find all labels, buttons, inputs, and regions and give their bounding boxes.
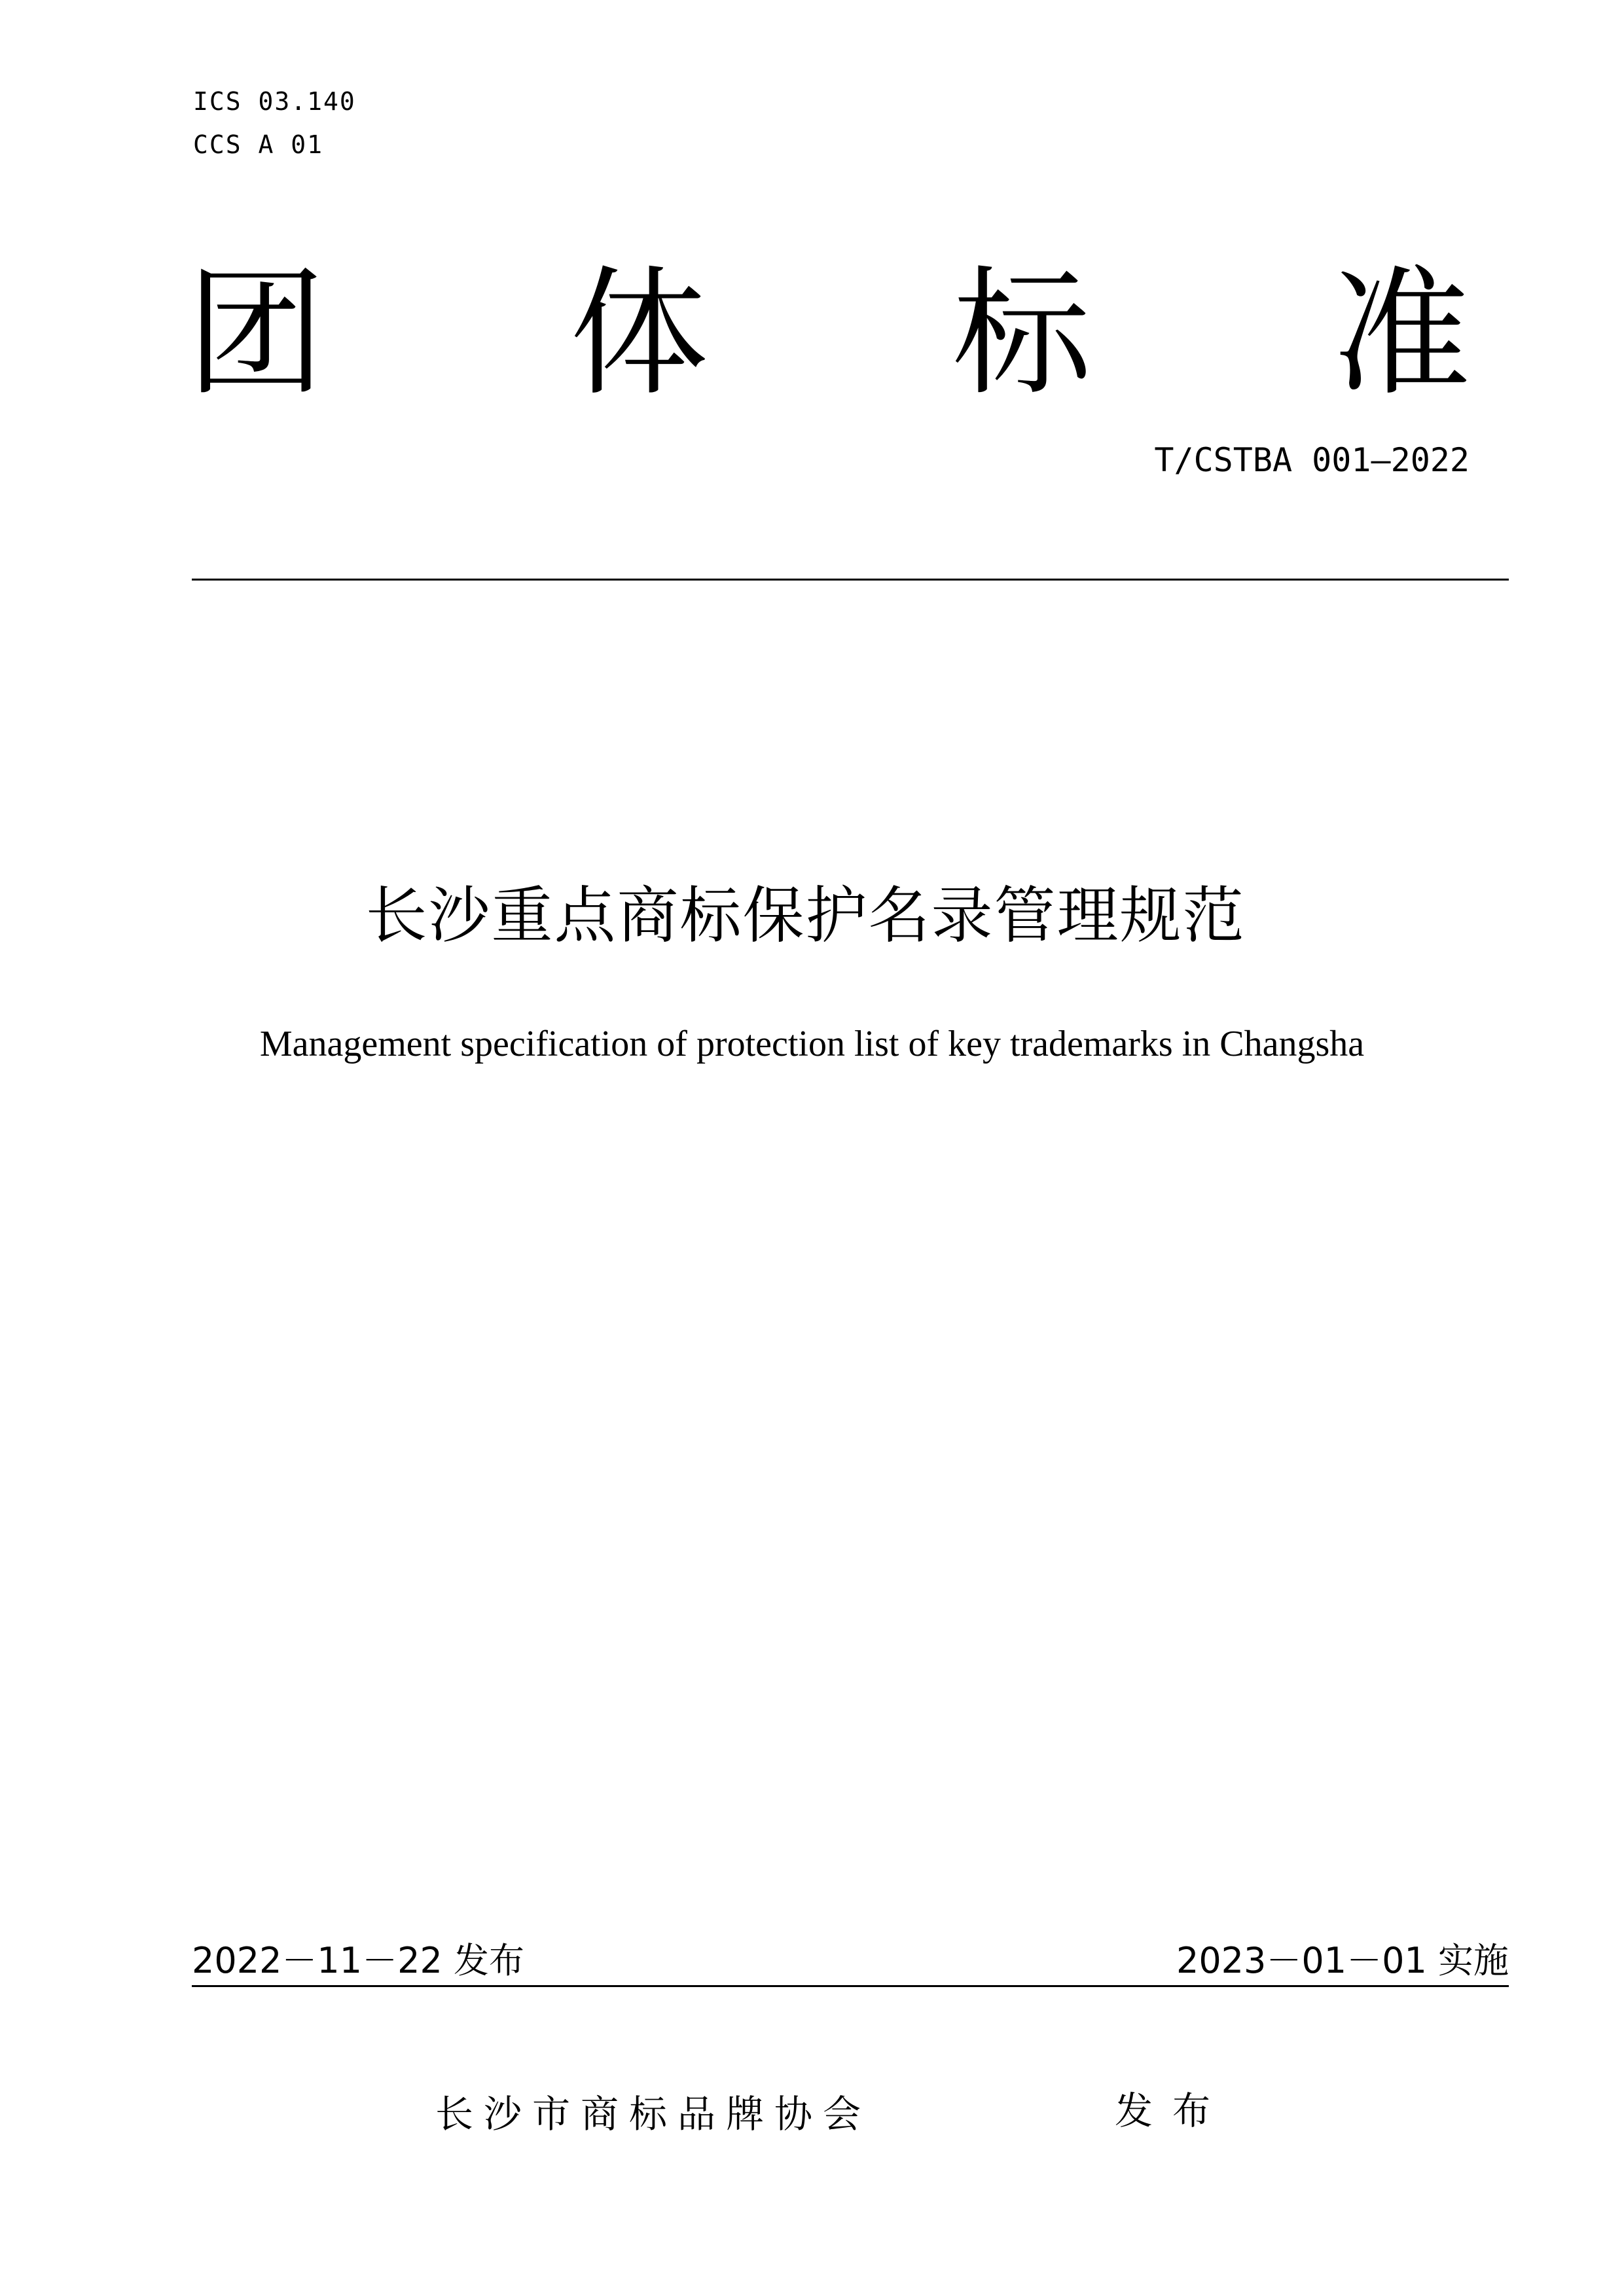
category-title-char-1: 团	[187, 253, 325, 414]
category-title-char-2: 体	[569, 253, 708, 414]
ics-code: ICS 03.140	[193, 87, 356, 116]
category-title-char-3: 标	[952, 253, 1091, 414]
publish-label: 发布	[1115, 2089, 1231, 2133]
ccs-code: CCS A 01	[193, 130, 324, 159]
header-divider	[192, 579, 1509, 581]
english-title: Management specification of protection list of key trademarks in Changsha	[259, 1024, 1365, 1064]
footer-divider	[192, 1985, 1509, 1987]
implementation-date: 2023－01－01 实施	[1176, 1940, 1509, 1981]
issue-date: 2022－11－22 发布	[192, 1940, 525, 1981]
classification-codes	[193, 80, 356, 166]
standard-number: T/CSTBA 001—2022	[1154, 441, 1470, 479]
chinese-title: 长沙重点商标保护名录管理规范	[365, 880, 1246, 952]
publisher-name: 长沙市商标品牌协会	[435, 2092, 872, 2136]
category-title-char-4: 准	[1332, 253, 1471, 414]
